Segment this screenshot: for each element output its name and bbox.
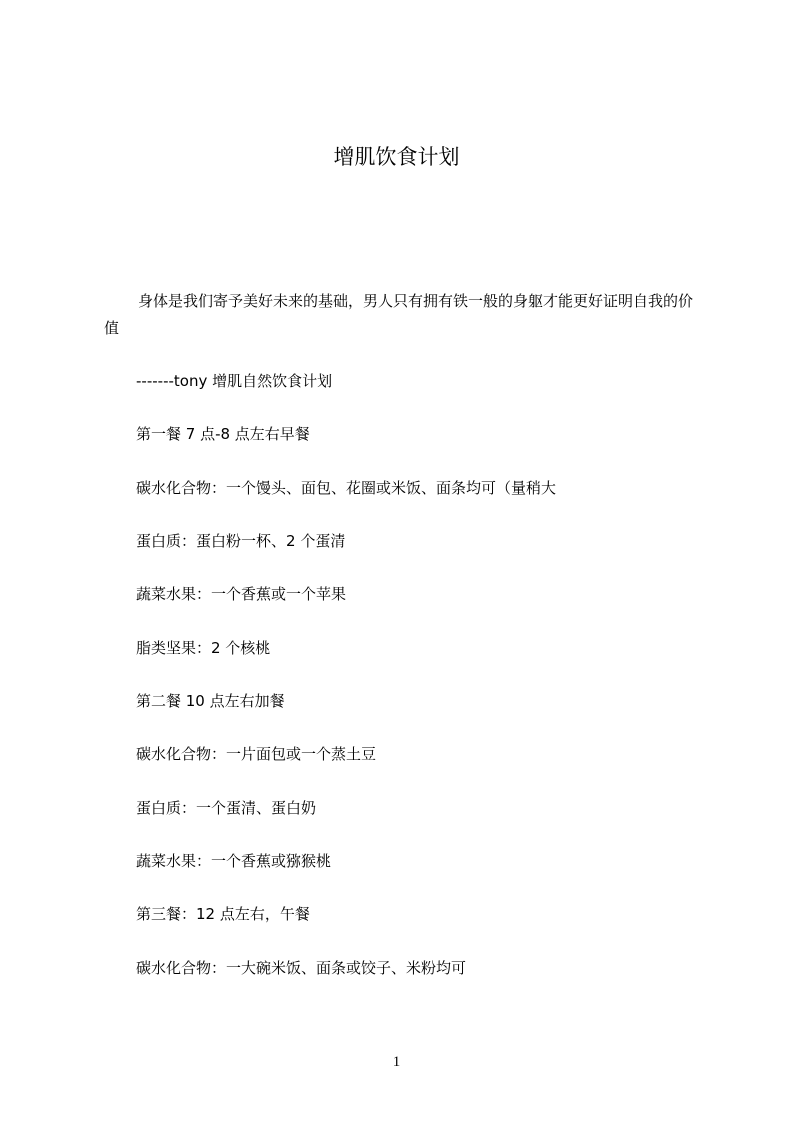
list-item: 脂类坚果：2 个核桃 <box>136 639 271 657</box>
meal-heading-breakfast: 第一餐 7 点-8 点左右早餐 <box>136 425 310 443</box>
list-item: 碳水化合物：一片面包或一个蒸土豆 <box>136 745 377 763</box>
list-item: 蛋白质：蛋白粉一杯、2 个蛋清 <box>136 532 346 550</box>
list-item: 碳水化合物：一个馒头、面包、花圈或米饭、面条均可（量稍大 <box>136 479 557 497</box>
page-number: 1 <box>392 1054 401 1070</box>
meal-heading-snack: 第二餐 10 点左右加餐 <box>136 692 285 710</box>
document-title: 增肌饮食计划 <box>333 145 460 169</box>
meal-heading-lunch: 第三餐：12 点左右，午餐 <box>136 905 310 923</box>
list-item: 蛋白质：一个蛋清、蛋白奶 <box>136 799 317 817</box>
list-item: 碳水化合物：一大碗米饭、面条或饺子、米粉均可 <box>136 959 467 977</box>
intro-paragraph: 身体是我们寄予美好未来的基础，男人只有拥有铁一般的身躯才能更好证明自我的价值 <box>104 292 694 337</box>
list-item: 蔬菜水果：一个香蕉或猕猴桃 <box>136 852 332 870</box>
subtitle-line: -------tony 增肌自然饮食计划 <box>136 372 333 390</box>
list-item: 蔬菜水果：一个香蕉或一个苹果 <box>136 585 347 603</box>
